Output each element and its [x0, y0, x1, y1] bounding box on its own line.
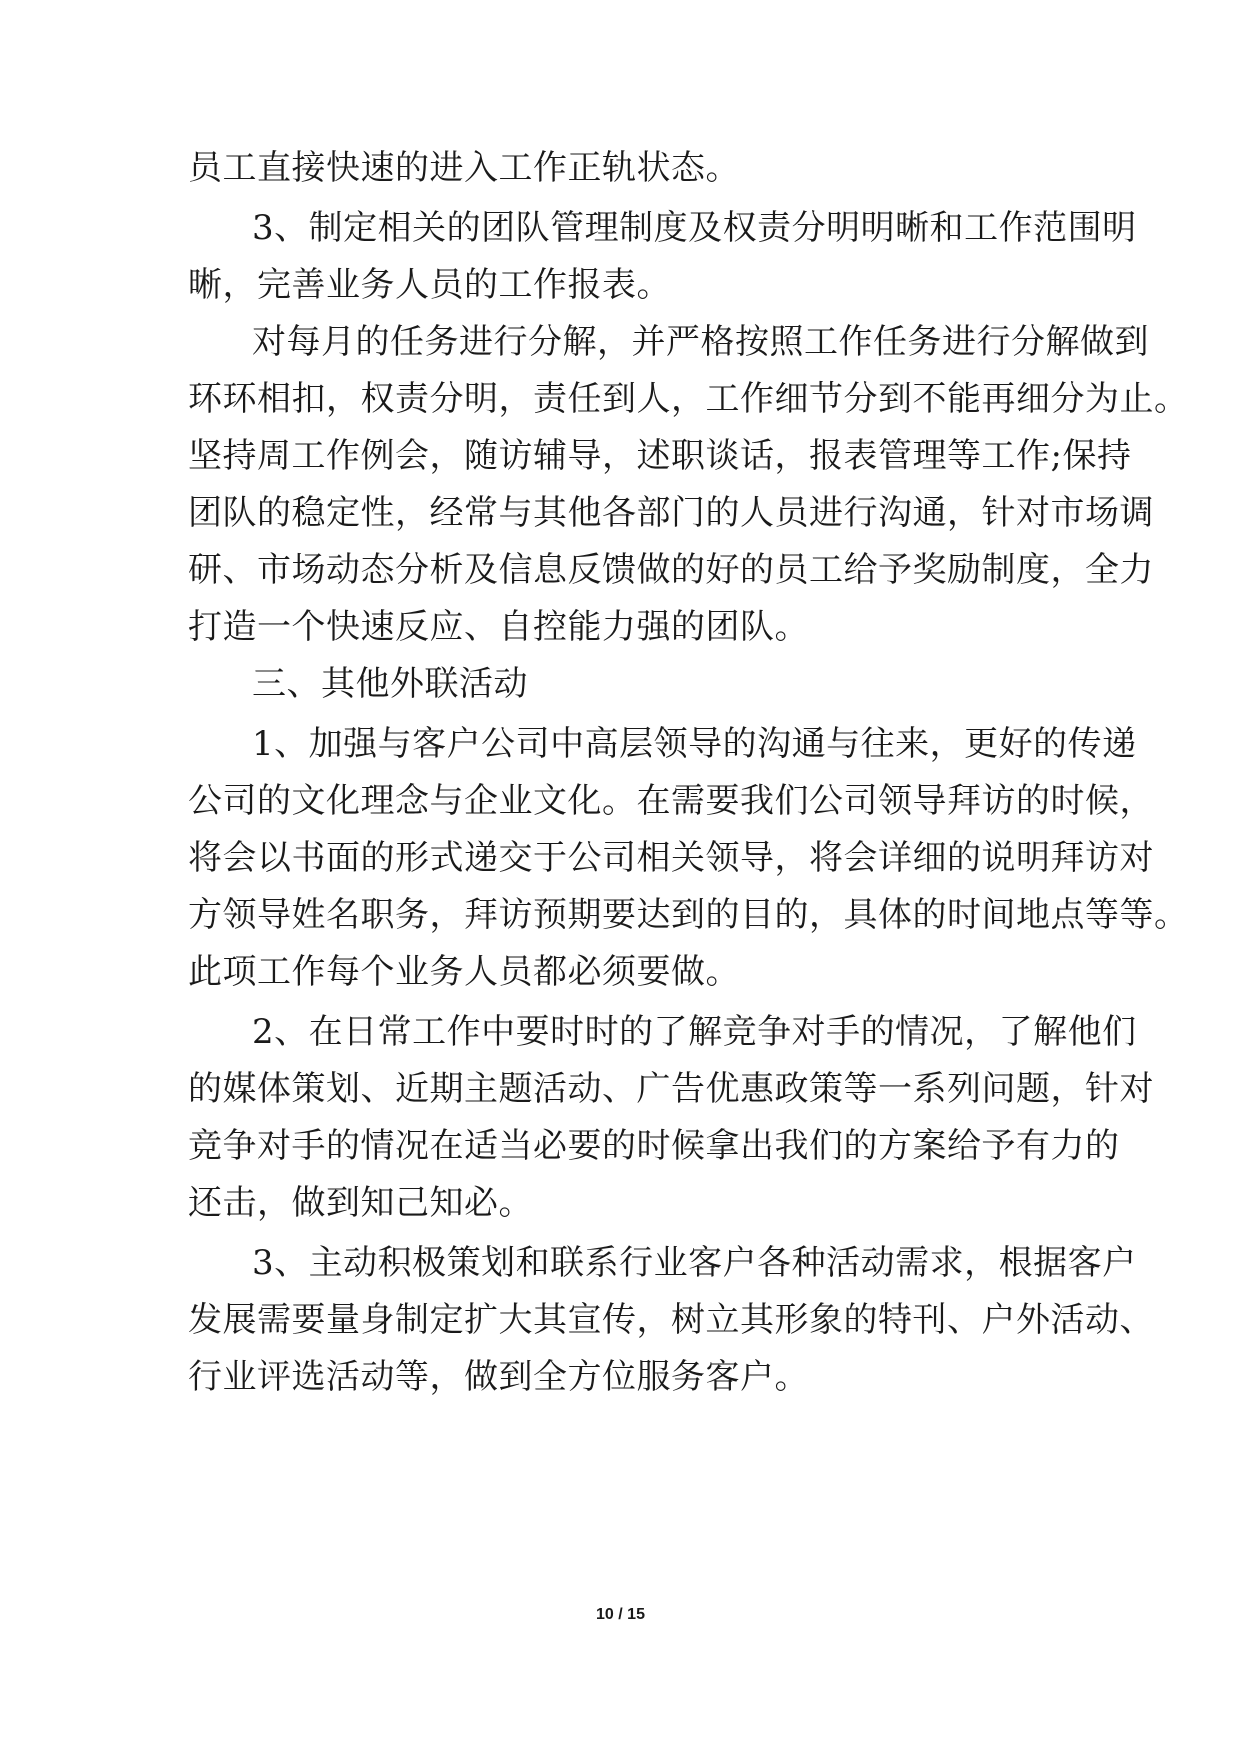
text-line: 坚持周工作例会，随访辅导，述职谈话，报表管理等工作;保持	[188, 436, 1132, 476]
text-line: 3、制定相关的团队管理制度及权责分明明晰和工作范围明	[252, 208, 1137, 248]
text-line: 公司的文化理念与企业文化。在需要我们公司领导拜访的时候，	[188, 781, 1154, 821]
text-line: 方领导姓名职务，拜访预期要达到的目的，具体的时间地点等等。	[188, 895, 1189, 935]
text-line: 环环相扣，权责分明，责任到人，工作细节分到不能再细分为止。	[188, 379, 1189, 419]
text-line: 研、市场动态分析及信息反馈做的好的员工给予奖励制度，全力	[188, 550, 1154, 590]
text-line: 2、在日常工作中要时时的了解竞争对手的情况，了解他们	[252, 1012, 1137, 1052]
text-line: 此项工作每个业务人员都必须要做。	[188, 952, 740, 992]
text-line: 发展需要量身制定扩大其宣传，树立其形象的特刊、户外活动、	[188, 1300, 1154, 1340]
text-line: 的媒体策划、近期主题活动、广告优惠政策等一系列问题，针对	[188, 1069, 1154, 1109]
text-line: 团队的稳定性，经常与其他各部门的人员进行沟通，针对市场调	[188, 493, 1154, 533]
text-line: 还击，做到知己知必。	[188, 1183, 533, 1223]
text-line: 打造一个快速反应、自控能力强的团队。	[188, 607, 809, 647]
text-line: 竞争对手的情况在适当必要的时候拿出我们的方案给予有力的	[188, 1126, 1120, 1166]
section-heading: 三、其他外联活动	[252, 664, 528, 704]
page-number: 10 / 15	[596, 1606, 645, 1623]
text-line: 将会以书面的形式递交于公司相关领导，将会详细的说明拜访对	[188, 838, 1154, 878]
text-line: 员工直接快速的进入工作正轨状态。	[188, 148, 740, 188]
text-line: 对每月的任务进行分解，并严格按照工作任务进行分解做到	[252, 322, 1149, 362]
text-line: 晰，完善业务人员的工作报表。	[188, 265, 671, 305]
text-line: 1、加强与客户公司中高层领导的沟通与往来，更好的传递	[252, 724, 1137, 764]
text-line: 3、主动积极策划和联系行业客户各种活动需求，根据客户	[252, 1243, 1137, 1283]
text-line: 行业评选活动等，做到全方位服务客户。	[188, 1357, 809, 1397]
